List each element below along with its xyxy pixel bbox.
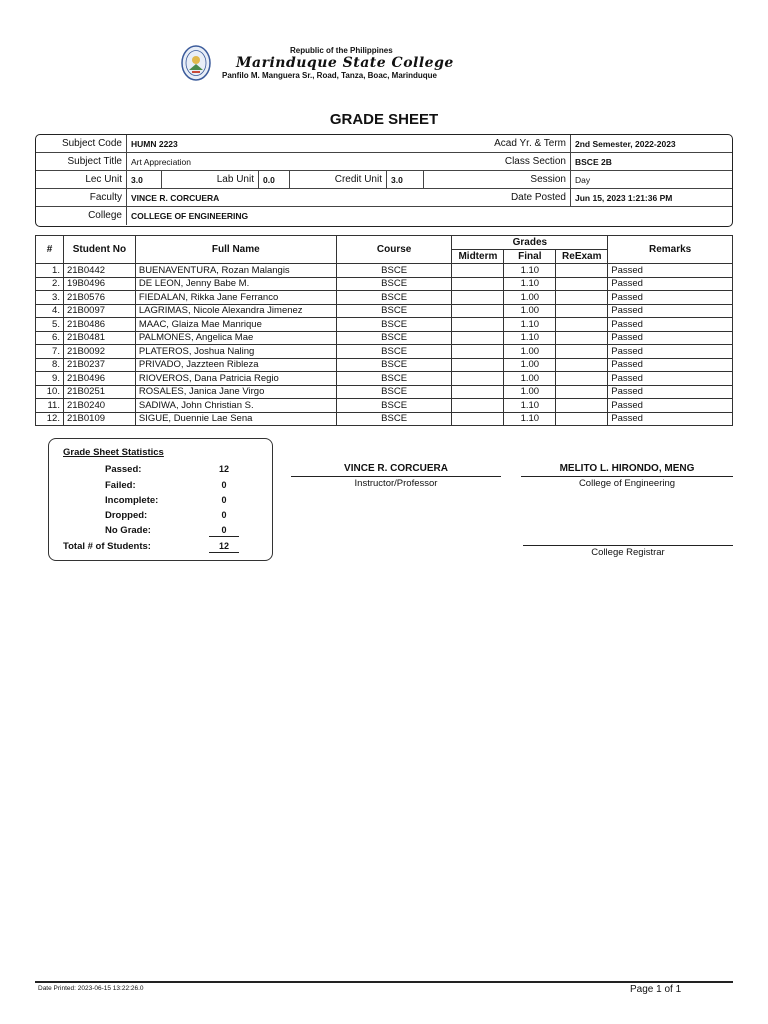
row-final: 1.00 <box>504 372 556 386</box>
col-header-reexam: ReExam <box>556 250 608 264</box>
dean-name: MELITO L. HIRONDO, MENG <box>559 463 695 474</box>
date-printed-label: Date Printed: <box>38 985 76 992</box>
class-section-label: Class Section <box>504 156 566 167</box>
row-final: 1.00 <box>504 358 556 372</box>
acad-term-label: Acad Yr. & Term <box>494 138 566 149</box>
row-reexam <box>556 331 608 345</box>
college-value: COLLEGE OF ENGINEERING <box>131 211 249 221</box>
acad-term-value: 2nd Semester, 2022-2023 <box>575 139 676 149</box>
faculty-label: Faculty <box>89 192 122 203</box>
faculty-value: VINCE R. CORCUERA <box>131 193 220 203</box>
row-final: 1.00 <box>504 291 556 305</box>
instructor-signature <box>291 462 501 490</box>
stat-passed <box>49 464 269 478</box>
grades-table <box>35 235 733 426</box>
lec-unit-label: Lec Unit <box>85 174 122 185</box>
row-num: 1. <box>36 264 64 278</box>
row-reexam <box>556 358 608 372</box>
row-remarks: Passed <box>608 318 733 332</box>
row-remarks: Passed <box>608 358 733 372</box>
row-remarks: Passed <box>608 385 733 399</box>
row-reexam <box>556 318 608 332</box>
instructor-role: Instructor/Professor <box>354 478 438 489</box>
row-reexam <box>556 345 608 359</box>
stat-passed-label: Passed: <box>105 464 142 475</box>
row-remarks: Passed <box>608 372 733 386</box>
row-remarks: Passed <box>608 291 733 305</box>
row-midterm <box>452 318 504 332</box>
table-row <box>36 399 733 413</box>
row-full-name: DE LEON, Jenny Babe M. <box>135 277 336 291</box>
row-full-name: FIEDALAN, Rikka Jane Ferranco <box>135 291 336 305</box>
lec-unit-value: 3.0 <box>131 175 143 185</box>
row-remarks: Passed <box>608 277 733 291</box>
table-row <box>36 304 733 318</box>
row-reexam <box>556 291 608 305</box>
col-header-final: Final <box>504 250 556 264</box>
col-header-num: # <box>36 236 64 264</box>
row-midterm <box>452 291 504 305</box>
table-row <box>36 358 733 372</box>
stat-incomplete-label: Incomplete: <box>105 495 159 506</box>
row-num: 2. <box>36 277 64 291</box>
instructor-name: VINCE R. CORCUERA <box>344 463 448 474</box>
row-course: BSCE <box>336 385 452 399</box>
row-course: BSCE <box>336 291 452 305</box>
college-label: College <box>88 210 122 221</box>
date-printed-value: 2023-06-15 13:22:26.0 <box>77 985 144 992</box>
table-row <box>36 277 733 291</box>
subject-title-value: Art Appreciation <box>131 157 192 167</box>
session-label: Session <box>530 174 566 185</box>
row-remarks: Passed <box>608 264 733 278</box>
subject-code-label: Subject Code <box>61 138 122 149</box>
date-posted-label: Date Posted <box>510 192 566 203</box>
row-reexam <box>556 277 608 291</box>
row-full-name: RIOVEROS, Dana Patricia Regio <box>135 372 336 386</box>
row-num: 12. <box>36 412 64 426</box>
row-course: BSCE <box>336 399 452 413</box>
col-header-grades: Grades <box>452 236 608 250</box>
stat-failed <box>49 480 269 494</box>
registrar-role: College Registrar <box>591 547 665 558</box>
table-row <box>36 318 733 332</box>
row-student-no: 21B0576 <box>63 291 135 305</box>
row-final: 1.10 <box>504 318 556 332</box>
row-student-no: 21B0109 <box>63 412 135 426</box>
stat-failed-label: Failed: <box>105 480 136 491</box>
row-remarks: Passed <box>608 331 733 345</box>
row-remarks: Passed <box>608 304 733 318</box>
row-full-name: SADIWA, John Christian S. <box>135 399 336 413</box>
row-student-no: 21B0237 <box>63 358 135 372</box>
row-student-no: 21B0092 <box>63 345 135 359</box>
session-value: Day <box>575 175 591 185</box>
stat-no-grade-value: 0 <box>221 525 227 535</box>
row-course: BSCE <box>336 412 452 426</box>
row-final: 1.10 <box>504 399 556 413</box>
grade-sheet-statistics <box>48 438 273 561</box>
info-row-college <box>36 207 732 225</box>
col-header-midterm: Midterm <box>452 250 504 264</box>
credit-unit-label: Credit Unit <box>334 174 382 185</box>
row-final: 1.00 <box>504 345 556 359</box>
info-row-units <box>36 171 732 189</box>
lab-unit-label: Lab Unit <box>216 174 254 185</box>
row-course: BSCE <box>336 304 452 318</box>
total-top-line <box>209 536 239 537</box>
registrar-signature <box>523 531 733 559</box>
row-num: 7. <box>36 345 64 359</box>
row-reexam <box>556 264 608 278</box>
row-midterm <box>452 358 504 372</box>
footer-divider <box>35 981 733 983</box>
row-midterm <box>452 345 504 359</box>
row-full-name: PRIVADO, Jazzteen Ribleza <box>135 358 336 372</box>
row-num: 5. <box>36 318 64 332</box>
dean-role: College of Engineering <box>578 478 676 489</box>
row-num: 3. <box>36 291 64 305</box>
row-midterm <box>452 304 504 318</box>
row-reexam <box>556 412 608 426</box>
row-remarks: Passed <box>608 399 733 413</box>
col-header-remarks: Remarks <box>608 236 733 264</box>
row-reexam <box>556 372 608 386</box>
col-header-course: Course <box>336 236 452 264</box>
college-seal-icon <box>180 44 212 82</box>
row-num: 8. <box>36 358 64 372</box>
row-student-no: 21B0097 <box>63 304 135 318</box>
stat-failed-value: 0 <box>221 480 227 490</box>
row-course: BSCE <box>336 264 452 278</box>
row-midterm <box>452 277 504 291</box>
table-row <box>36 372 733 386</box>
subject-info-box <box>35 134 733 227</box>
dean-signature <box>521 462 733 490</box>
page-title: GRADE SHEET <box>329 111 439 128</box>
stat-passed-value: 12 <box>218 464 229 474</box>
row-full-name: PLATEROS, Joshua Naling <box>135 345 336 359</box>
row-num: 6. <box>36 331 64 345</box>
stat-dropped-value: 0 <box>221 510 227 520</box>
row-num: 9. <box>36 372 64 386</box>
row-final: 1.10 <box>504 277 556 291</box>
stat-dropped-label: Dropped: <box>105 510 148 521</box>
row-num: 11. <box>36 399 64 413</box>
stats-title: Grade Sheet Statistics <box>63 447 164 458</box>
row-reexam <box>556 399 608 413</box>
row-student-no: 21B0481 <box>63 331 135 345</box>
row-final: 1.10 <box>504 331 556 345</box>
row-midterm <box>452 264 504 278</box>
row-course: BSCE <box>336 358 452 372</box>
republic-text: Republic of the Philippines <box>290 46 393 55</box>
row-course: BSCE <box>336 318 452 332</box>
row-reexam <box>556 385 608 399</box>
document-header <box>0 42 768 86</box>
row-midterm <box>452 331 504 345</box>
row-midterm <box>452 399 504 413</box>
row-full-name: PALMONES, Angelica Mae <box>135 331 336 345</box>
lab-unit-value: 0.0 <box>263 175 275 185</box>
row-full-name: ROSALES, Janica Jane Virgo <box>135 385 336 399</box>
row-midterm <box>452 385 504 399</box>
credit-unit-value: 3.0 <box>391 175 403 185</box>
row-student-no: 21B0442 <box>63 264 135 278</box>
subject-code-value: HUMN 2223 <box>131 139 178 149</box>
col-header-student-no: Student No <box>63 236 135 264</box>
college-name: Marinduque State College <box>236 55 454 71</box>
table-row <box>36 331 733 345</box>
info-row-faculty <box>36 189 732 207</box>
registrar-name <box>523 531 733 545</box>
row-student-no: 21B0240 <box>63 399 135 413</box>
table-row <box>36 412 733 426</box>
row-remarks: Passed <box>608 412 733 426</box>
col-header-full-name: Full Name <box>135 236 336 264</box>
stat-dropped <box>49 510 269 524</box>
row-midterm <box>452 372 504 386</box>
row-student-no: 21B0496 <box>63 372 135 386</box>
row-full-name: MAAC, Glaiza Mae Manrique <box>135 318 336 332</box>
date-printed <box>38 985 144 992</box>
page-number: Page 1 of 1 <box>630 984 682 995</box>
row-remarks: Passed <box>608 345 733 359</box>
table-row <box>36 264 733 278</box>
row-course: BSCE <box>336 372 452 386</box>
stat-total-label: Total # of Students: <box>63 541 151 552</box>
row-num: 4. <box>36 304 64 318</box>
row-final: 1.10 <box>504 264 556 278</box>
row-reexam <box>556 304 608 318</box>
table-row <box>36 291 733 305</box>
stat-incomplete <box>49 495 269 509</box>
info-row-subject-code <box>36 135 732 153</box>
table-row <box>36 385 733 399</box>
subject-title-label: Subject Title <box>67 156 122 167</box>
class-section-value: BSCE 2B <box>575 157 612 167</box>
row-full-name: SIGUE, Duennie Lae Sena <box>135 412 336 426</box>
row-midterm <box>452 412 504 426</box>
college-address: Panfilo M. Manguera Sr., Road, Tanza, Boac, Marinduque <box>222 71 437 80</box>
row-num: 10. <box>36 385 64 399</box>
stat-no-grade-label: No Grade: <box>105 525 151 536</box>
row-course: BSCE <box>336 277 452 291</box>
row-course: BSCE <box>336 345 452 359</box>
row-final: 1.00 <box>504 385 556 399</box>
stat-total-value: 12 <box>218 541 229 551</box>
total-bottom-line <box>209 552 239 553</box>
date-posted-value: Jun 15, 2023 1:21:36 PM <box>575 193 673 203</box>
stat-incomplete-value: 0 <box>221 495 227 505</box>
row-student-no: 21B0486 <box>63 318 135 332</box>
row-full-name: LAGRIMAS, Nicole Alexandra Jimenez <box>135 304 336 318</box>
row-final: 1.00 <box>504 304 556 318</box>
row-full-name: BUENAVENTURA, Rozan Malangis <box>135 264 336 278</box>
row-course: BSCE <box>336 331 452 345</box>
info-row-subject-title <box>36 153 732 171</box>
row-student-no: 19B0496 <box>63 277 135 291</box>
row-final: 1.10 <box>504 412 556 426</box>
row-student-no: 21B0251 <box>63 385 135 399</box>
table-row <box>36 345 733 359</box>
